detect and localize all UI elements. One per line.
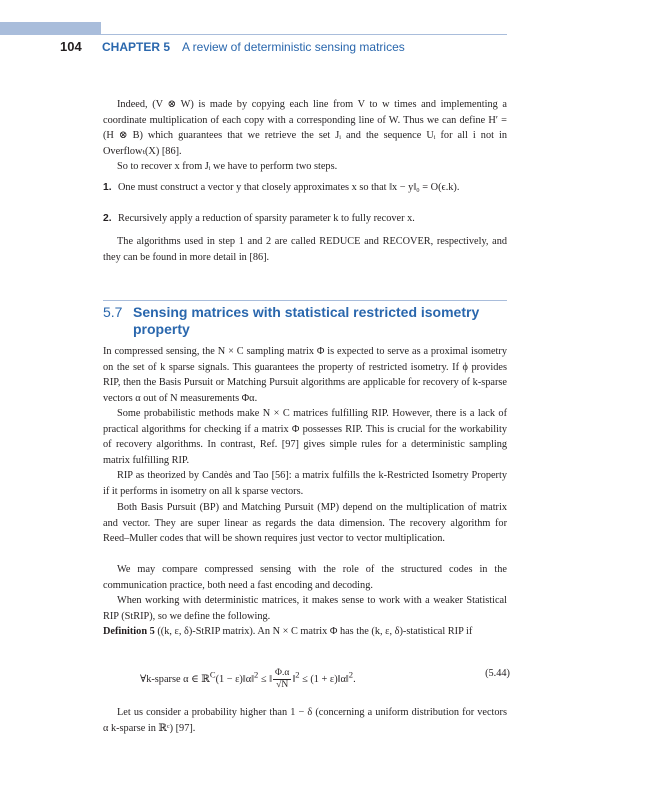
page-number: 104 [60, 39, 82, 54]
definition-text: An N × C matrix Φ has the (k, ε, δ)-statistical RIP if [257, 626, 473, 637]
definition-heading: ((k, ε, δ)-StRIP matrix). [157, 626, 256, 637]
list-item [103, 211, 507, 227]
equation-fraction: $\frac{\Phi.\alpha}{√N}$ [275, 668, 290, 690]
list-text: One must construct a vector y that closely approximates x so that ‖x − y‖₀ = O(ϵ.k). [118, 182, 460, 193]
section-title: Sensing matrices with statistical restricted isometry property [133, 304, 480, 337]
running-header [60, 39, 520, 57]
chapter-title: A review of deterministic sensing matrices [182, 40, 405, 54]
definition-label: Definition 5 [103, 626, 155, 637]
intro-paragraph-3: The algorithms used in step 1 and 2 are called REDUCE and RECOVER, respectively, and they can be found in more detail in [86]. [103, 236, 507, 263]
list-item [103, 180, 507, 196]
body-paragraph-2: Some probabilistic methods make N × C matrices fulfilling RIP. However, there is a lack of practical algorithms for checking if a matrix Φ possesses RIP. This is crucial for the workability of recovery algorithms. In contrast, Ref. [97] gives simple rules for a deterministic sampling matrix fulfilling RIP. [103, 408, 507, 466]
section-number: 5.7 [103, 304, 123, 320]
body-paragraph-5: We may compare compressed sensing with the role of the structured codes in the communication practice, both need a fast encoding and decoding. [103, 564, 507, 591]
equation-number: (5.44) [485, 668, 510, 679]
definition-block [103, 624, 507, 640]
body-paragraph-3: RIP as theorized by Candès and Tao [56]: a matrix fulfills the k-Restricted Isometry Property if it performs in isometry on all k sparse vectors. [103, 470, 507, 497]
closing-paragraph: Let us consider a probability higher than 1 − δ (concerning a uniform distribution for vectors α k-sparse in ℝᶜ) [97]. [103, 707, 507, 734]
chapter-label: CHAPTER 5 [102, 40, 171, 54]
body-paragraph-1: In compressed sensing, the N × C sampling matrix Φ is expected to serve as a proximal isometry on the set of k sparse signals. This guarantees the property of restricted isometry. If ϕ provides RIP, then the Basis Pursuit or Matching Pursuit algorithms are applicable for recovery of k-sparse vectors α out of N measurements Φα. [103, 346, 507, 404]
intro-paragraph-1: Indeed, (V ⊗ W) is made by copying each line from V to w times and implementing a coordinate multiplication of each copy with a corresponding line of W. Thus we can define H′ = (H ⊗ B) which guarantees that we retrieve the set Jᵢ and the sequence Uᵢ for all i not in Overflowₜ(X) [86]. [103, 99, 507, 157]
section-heading [103, 304, 507, 338]
list-text: Recursively apply a reduction of sparsity parameter k to fully recover x. [118, 213, 415, 224]
equation-5-44 [140, 662, 510, 692]
equation-body: ∀k-sparse α ∈ ℝ$^C$(1 − ε)‖α‖$^2$ ≤ ‖ $\frac{\Phi.\alpha}{√N}$ ‖$^2$ ≤ (1 + ε)‖α‖$^2$. [140, 668, 356, 690]
body-paragraph-6: When working with deterministic matrices, it makes sense to work with a weaker Statistical RIP (StRIP), so we define the following. [103, 595, 507, 622]
header-rule [101, 34, 507, 35]
list-number: 1. [103, 182, 112, 193]
body-paragraph-4: Both Basis Pursuit (BP) and Matching Pursuit (MP) depend on the multiplication of matrix and vector. They are super linear as regards the data dimension. The recovery algorithm for Reed–Muller codes that will be shown requires just vector to vector multiplication. [103, 502, 507, 544]
list-number: 2. [103, 213, 112, 224]
header-accent-bar [0, 22, 101, 35]
intro-paragraph-2: So to recover x from Jᵢ we have to perform two steps. [117, 161, 338, 172]
section-rule [103, 300, 507, 301]
